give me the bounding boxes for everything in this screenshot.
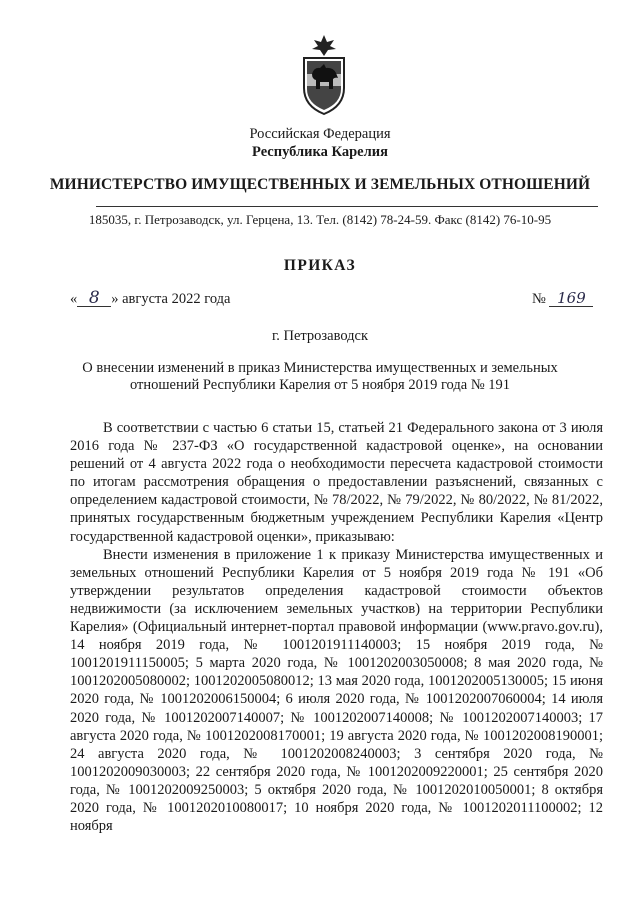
handwritten-number: 169 (549, 290, 593, 307)
ministry-name: МИНИСТЕРСТВО ИМУЩЕСТВЕННЫХ И ЗЕМЕЛЬНЫХ ОТНОШЕНИЙ (49, 176, 591, 193)
header-divider (96, 206, 598, 207)
order-month-year: августа 2022 года (122, 291, 231, 307)
order-date (70, 290, 230, 308)
number-label: № (532, 291, 546, 307)
body-paragraph-1: В соответствии с частью 6 статьи 15, статьей 21 Федерального закона от 3 июля 2016 года № 237-ФЗ «О государственной кадастровой оценке», на основании решений от 4 августа 2022 года о необходимости пересчета кадастровой стоимости по итогам рассмотрения обращения о предоставлении разъяснений, связанных с определением кадастровой стоимости, № 78/2022, № 79/2022, № 80/2022, № 81/2022, принятых государственным бюджетным учреждением Республики Карелия «Центр государственной кадастровой оценки», приказываю: (70, 420, 603, 545)
document-title: ПРИКАЗ (283, 257, 357, 274)
quote-open: « (70, 291, 78, 307)
emblem-star (312, 35, 336, 56)
subject-line-2: отношений Республики Карелия от 5 ноября 2019 года № 191 (129, 377, 511, 393)
ministry-address: 185035, г. Петрозаводск, ул. Герцена, 13. Тел. (8142) 78-24-59. Факс (8142) 76-10-95 (88, 212, 552, 227)
subject-line-1: О внесении изменений в приказ Министерства имущественных и земельных (82, 360, 558, 376)
order-subject (0, 360, 640, 394)
quote-close: » (111, 291, 119, 307)
order-city: г. Петрозаводск (271, 328, 369, 344)
handwritten-day: 8 (77, 290, 111, 307)
body-paragraph-2: Внести изменения в приложение 1 к приказу Министерства имущественных и земельных отношений Республики Карелия от 5 ноября 2019 года № 191 «Об утверждении результатов определения кадастровой стоимости объектов недвижимости (за исключением земельных участков) на территории Республики Карелия» (Официальный интернет-портал правовой информации (www.pravo.gov.ru), 14 ноября 2019 года, № 1001201911140003; 15 ноября 2019 года, № 1001201911150005; 5 марта 2020 года, № 1001202003050008; 8 мая 2020 года, № 1001202005080002; 1001202005080012; 13 мая 2020 года, 1001202005130005; 15 июня 2020 года, № 1001202006150004; 6 июля 2020 года, № 1001202007060004; 14 июля 2020 года, № 1001202007140007; № 1001202007140008; № 1001202007140003; 17 августа 2020 года, № 1001202008170001; 19 августа 2020 года, № 1001202008190001; 24 августа 2020 года, № 1001202008240003; 3 сентября 2020 года, № 1001202009030003; 22 сентября 2020 года, № 1001202009220001; 25 сентября 2020 года, № 1001202009250003; 5 октября 2020 года, № 1001202010050001; 8 октября 2020 года, № 1001202010080017; 10 ноября 2020 года, № 1001202011100002; 12 ноября (70, 546, 603, 835)
order-body (70, 419, 603, 835)
order-number (532, 290, 593, 308)
country-name: Российская Федерация (249, 126, 391, 142)
coat-of-arms-karelia-icon (300, 34, 348, 116)
republic-name: Республика Карелия (252, 144, 388, 160)
